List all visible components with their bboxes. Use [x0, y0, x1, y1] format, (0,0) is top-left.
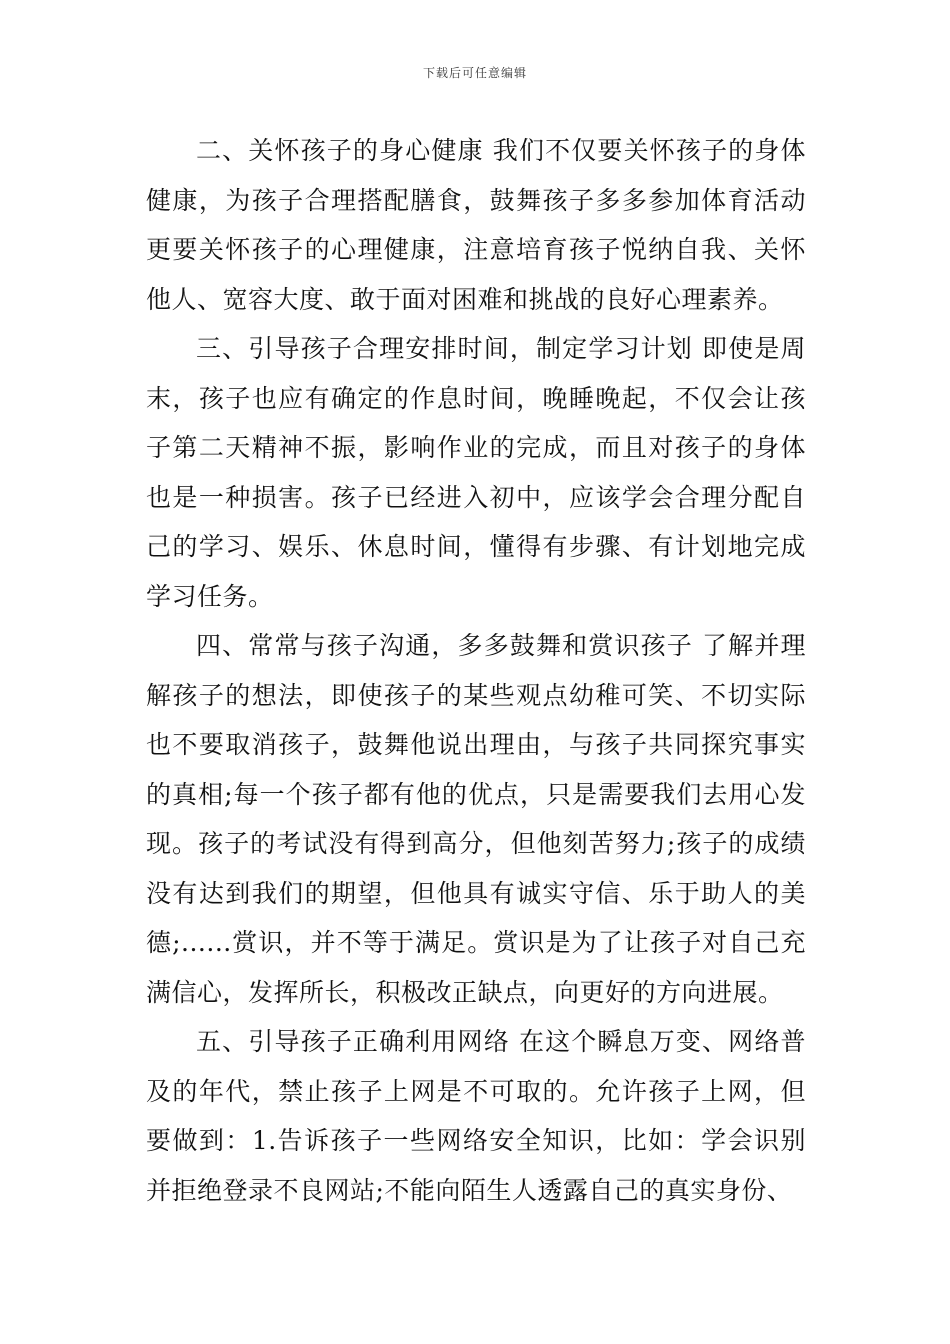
page-header: 下载后可任意编辑: [422, 66, 527, 80]
paragraph-5: 五、引导孩子正确利用网络 在这个瞬息万变、网络普及的年代，禁止孩子上网是不可取的。允许孩子上网，但要做到：1.告诉孩子一些网络安全知识，比如：学会识别并拒绝登录不良网站;不能向陌生人透露自己的真实身份、: [146, 1027, 806, 1205]
paragraph-3: 三、引导孩子合理安排时间，制定学习计划 即使是周末，孩子也应有确定的作息时间，晚睡晚起，不仅会让孩子第二天精神不振，影响作业的完成，而且对孩子的身体也是一种损害。孩子已经进入初中，应该学会合理分配自己的学习、娱乐、休息时间，懂得有步骤、有计划地完成学习任务。: [146, 334, 806, 611]
document-body: [146, 126, 806, 1215]
paragraph-2: 二、关怀孩子的身心健康 我们不仅要关怀孩子的身体健康，为孩子合理搭配膳食，鼓舞孩子多多参加体育活动更要关怀孩子的心理健康，注意培育孩子悦纳自我、关怀他人、宽容大度、敢于面对困难和挑战的良好心理素养。: [146, 136, 806, 314]
paragraph-4: 四、常常与孩子沟通，多多鼓舞和赏识孩子 了解并理解孩子的想法，即使孩子的某些观点幼稚可笑、不切实际也不要取消孩子，鼓舞他说出理由，与孩子共同探究事实的真相;每一个孩子都有他的优点，只是需要我们去用心发现。孩子的考试没有得到高分，但他刻苦努力;孩子的成绩没有达到我们的期望，但他具有诚实守信、乐于助人的美德;......赏识，并不等于满足。赏识是为了让孩子对自己充满信心，发挥所长，积极改正缺点，向更好的方向进展。: [146, 631, 806, 1007]
